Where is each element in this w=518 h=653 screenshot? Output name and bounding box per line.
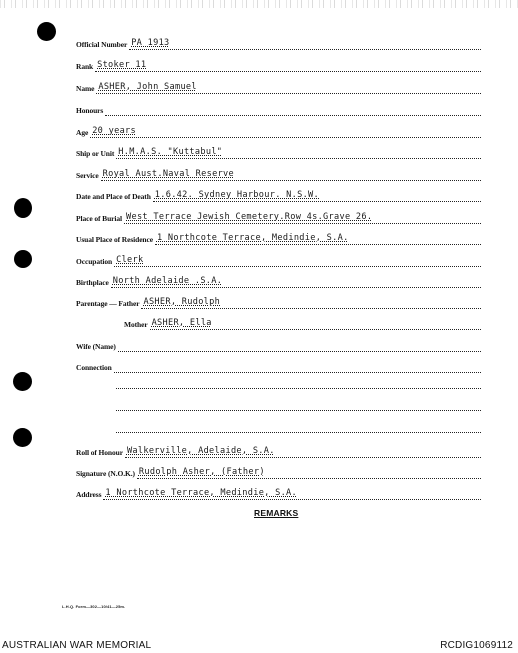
field-label: Honours [76, 106, 104, 115]
blank-line [116, 387, 481, 389]
field-usual-residence [76, 231, 481, 245]
field-name [76, 80, 481, 94]
field-signature-nok [76, 465, 481, 479]
field-label: Mother [124, 320, 148, 329]
field-label: Date and Place of Death [76, 192, 151, 201]
scan-edge-noise [0, 0, 518, 8]
blank-line [116, 431, 481, 433]
field-value: ASHER, Rudolph [143, 297, 221, 307]
field-rank [76, 58, 481, 72]
field-place-of-burial [76, 210, 481, 224]
field-label: Rank [76, 62, 94, 71]
field-value: Clerk [116, 255, 144, 265]
field-age [76, 124, 481, 138]
field-value: H.M.A.S. "Kuttabul" [118, 147, 223, 157]
punch-hole [14, 250, 32, 268]
field-label: Parentage — Father [76, 299, 140, 308]
field-value: 1.6.42. Sydney Harbour. N.S.W. [154, 190, 319, 200]
field-wife-name [76, 338, 481, 352]
field-value: Walkerville, Adelaide, S.A. [126, 446, 275, 456]
field-label: Occupation [76, 257, 113, 266]
archive-footer [0, 635, 518, 653]
field-label: Connection [76, 363, 112, 372]
field-label: Birthplace [76, 278, 109, 287]
field-address [76, 486, 481, 500]
field-ship-or-unit [76, 145, 481, 159]
field-label: Official Number [76, 40, 128, 49]
form-reference: L.H.Q. Form—302—10/41—25m. [62, 604, 126, 609]
field-label: Name [76, 84, 95, 93]
field-label: Place of Burial [76, 214, 122, 223]
field-service [76, 167, 481, 181]
field-value: 1 Northcote Terrace, Medindie, S.A. [156, 233, 349, 243]
punch-hole [13, 372, 32, 391]
field-label: Usual Place of Residence [76, 235, 153, 244]
field-value: 1 Northcote Terrace, Medindie, S.A. [105, 488, 298, 498]
field-value: Rudolph Asher, (Father) [138, 467, 265, 477]
remarks-heading: REMARKS [254, 508, 299, 518]
field-value: Royal Aust.Naval Reserve [102, 169, 234, 179]
field-birthplace [76, 274, 481, 288]
field-value: ASHER, John Samuel [98, 82, 197, 92]
field-label: Address [76, 490, 102, 499]
field-label: Roll of Honour [76, 448, 123, 457]
blank-line [116, 409, 481, 411]
field-value: Stoker 11 [97, 60, 147, 70]
field-value: West Terrace Jewish Cemetery.Row 4s.Grave 26. [126, 212, 373, 222]
field-official-number [76, 36, 481, 50]
field-label: Ship or Unit [76, 149, 115, 158]
field-value: PA 1913 [131, 38, 170, 48]
field-value: 20 years [92, 126, 136, 136]
punch-hole [37, 22, 56, 41]
field-parentage-mother [124, 316, 481, 330]
footer-record-id: RCDIG1069112 [440, 640, 513, 651]
field-roll-of-honour [76, 444, 481, 458]
field-label: Age [76, 128, 89, 137]
field-honours [76, 102, 481, 116]
field-occupation [76, 253, 481, 267]
footer-institution: AUSTRALIAN WAR MEMORIAL [2, 640, 152, 651]
field-label: Wife (Name) [76, 342, 116, 351]
field-value: North Adelaide .S.A. [112, 276, 223, 286]
field-date-place-of-death [76, 188, 481, 202]
punch-hole [14, 198, 32, 218]
field-connection [76, 359, 481, 373]
field-parentage-father [76, 295, 481, 309]
punch-hole [13, 428, 32, 447]
field-value: ASHER, Ella [151, 318, 212, 328]
field-label: Service [76, 171, 99, 180]
field-label: Signature (N.O.K.) [76, 469, 135, 478]
